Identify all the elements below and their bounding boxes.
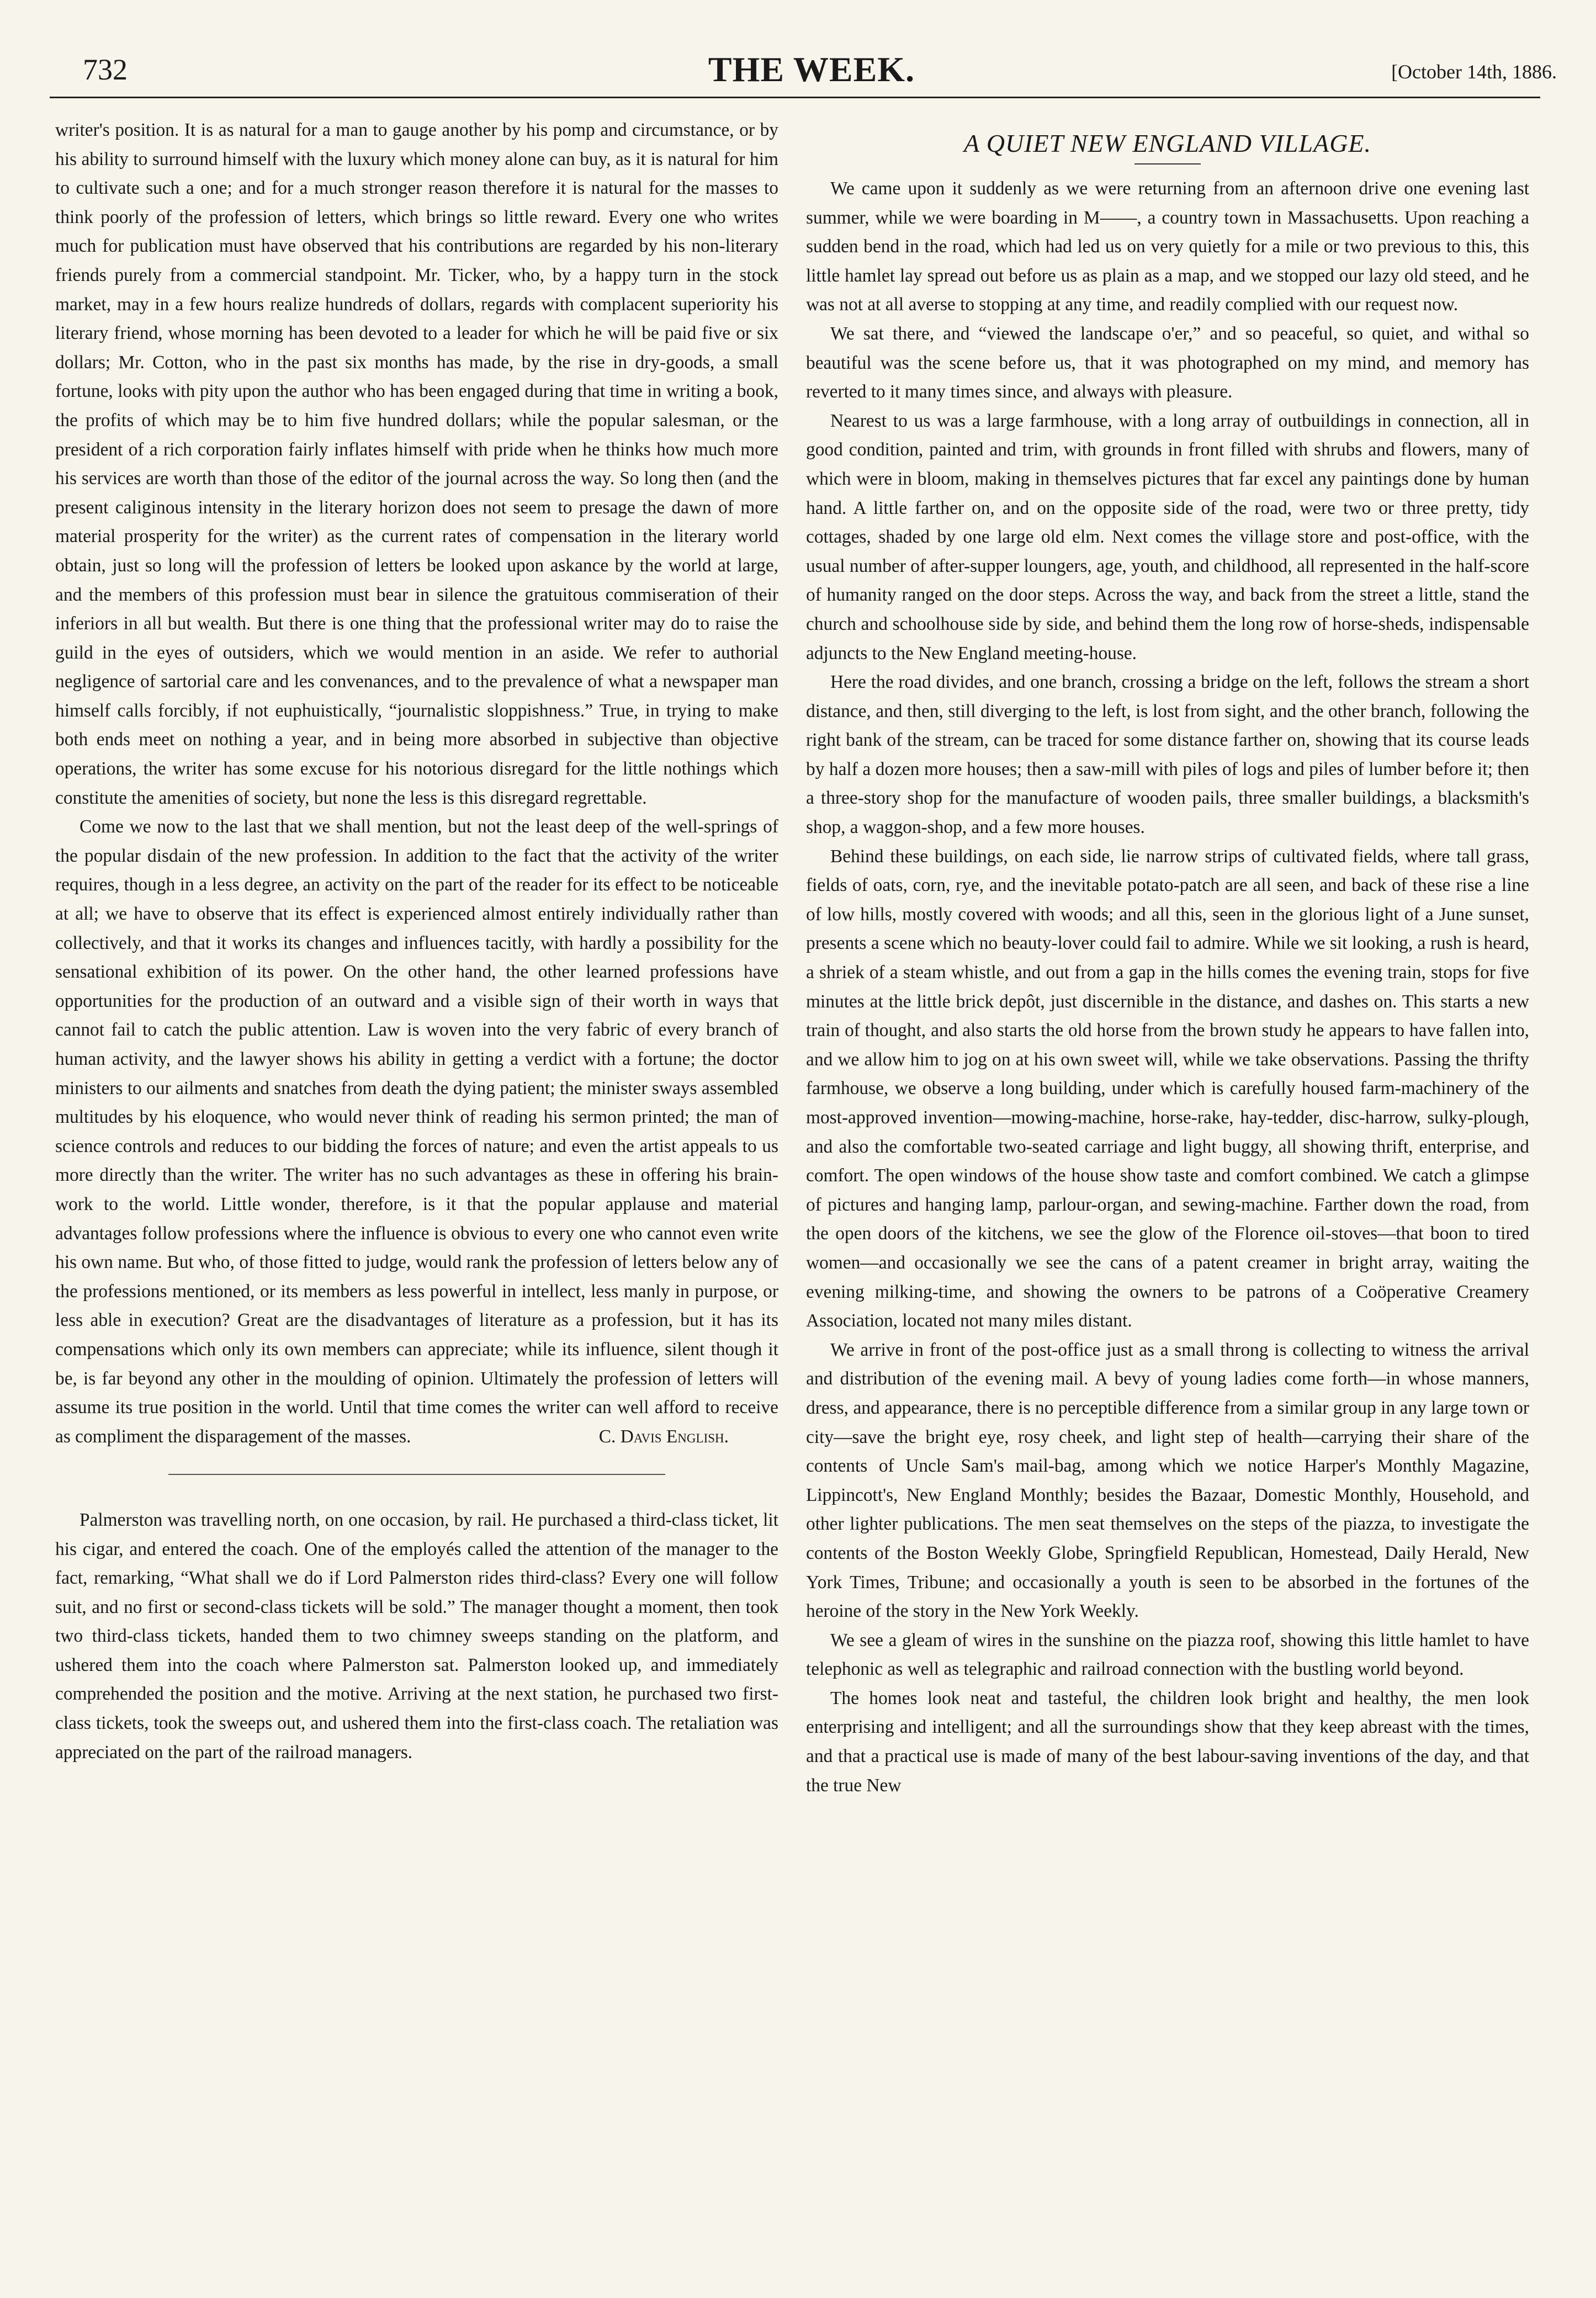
title-rule bbox=[1134, 163, 1201, 164]
article-paragraph: We see a gleam of wires in the sunshine on the piazza roof, showing this little hamlet to have telephonic as well as telegraphic and railroad connection with the bustling world beyond. bbox=[806, 1630, 1529, 1680]
article-separator bbox=[168, 1474, 665, 1475]
header-rule bbox=[50, 97, 1540, 98]
article-title: A QUIET NEW ENGLAND VILLAGE. bbox=[963, 129, 1372, 157]
masthead: THE WEEK. bbox=[708, 50, 915, 89]
article-paragraph: Here the road divides, and one branch, crossing a bridge on the left, follows the stream a short distance, and then, still diverging to the left, is lost from sight, and the other branch, following the right bank of the stream, can be traced for some distance farther on, showing that its course leads by half a dozen more houses; then a saw-mill with piles of logs and piles of lumber before it; then a three-story shop for the manufacture of wooden pails, three smaller buildings, a blacksmith's shop, a waggon-shop, and a few more houses. bbox=[806, 672, 1529, 838]
anecdote-paragraph: Palmerston was travelling north, on one occasion, by rail. He purchased a third-class ticket, lit his cigar, and entered the coach. One of the employés called the attention of the manager to the fact, remarking, “What shall we do if Lord Palmerston rides third-class? Every one will follow suit, and no first or second-class tickets will be sold.” The manager thought a moment, then took two third-class tickets, handed them to two chimney sweeps standing on the platform, and ushered them into the coach where Palmerston sat. Palmerston looked up, and immediately comprehended the position and the motive. Arriving at the next station, he purchased two first-class tickets, took the sweeps out, and ushered them into the first-class coach. The retaliation was appreciated on the part of the railroad managers. bbox=[55, 1509, 778, 1763]
issue-date: [October 14th, 1886. bbox=[1391, 61, 1557, 83]
right-column bbox=[806, 116, 1529, 1800]
essay-paragraph: writer's position. It is as natural for a man to gauge another by his pomp and circumstance, or by his ability to surround himself with the luxury which money alone can buy, as it is natural for him to cultivate such a one; and for a much stronger reason therefore it is natural for the masses to think poorly of the profession of letters, which brings so little reward. Every one who writes much for publication must have observed that his contributions are regarded by his non-literary friends purely from a commercial standpoint. Mr. Ticker, who, by a happy turn in the stock market, may in a few hours realize hundreds of dollars, regards with complacent superiority his literary friend, whose morning has been devoted to a leader for which he will be paid five or six dollars; Mr. Cotton, who in the past six months has made, by the rise in dry-goods, a small fortune, looks with pity upon the author who has been engaged during that time in writing a book, the profits of which may be to him five hundred dollars; while the popular salesman, or the president of a rich corporation fairly inflates himself with pride when he thinks how much more his services are worth than those of the editor of the journal across the way. So long then (and the present caliginous intensity in the literary horizon does not seem to presage the dawn of more material prosperity for the writer) as the current rates of compensation in the literary world obtain, just so long will the profession of letters be looked upon askance by the world at large, and the members of this profession must bear in silence the gratuitous commiseration of their inferiors in all but wealth. But there is one thing that the professional writer may do to raise the guild in the eyes of outsiders, which we would mention in an aside. We refer to authorial negligence of sartorial care and les convenances, and to the prevalence of what a newspaper man himself calls forcibly, if not euphuistically, “journalistic sloppishness.” True, in trying to make both ends meet on nothing a year, and in being more absorbed in subjective than objective operations, the writer has some excuse for his notorious disregard for the little nothings which constitute the amenities of society, but none the less is this disregard regrettable. bbox=[55, 120, 778, 808]
article-paragraph: Behind these buildings, on each side, lie narrow strips of cultivated fields, where tall grass, fields of oats, corn, rye, and the inevitable potato-patch are all seen, and back of these rise a line of low hills, mostly covered with woods; and all this, seen in the glorious light of a June sunset, presents a scene which no beauty-lover could fail to admire. While we sit looking, a rush is heard, a shriek of a steam whistle, and out from a gap in the hills comes the evening train, stops for five minutes at the little brick depôt, just discernible in the distance, and dashes on. This starts a new train of thought, and also starts the old horse from the brown study he appears to have fallen into, and we allow him to jog on at his own sweet will, while we take observations. Passing the thrifty farmhouse, we observe a long building, under which is carefully housed farm-machinery of the most-approved invention—mowing-machine, horse-rake, hay-tedder, disc-harrow, sulky-plough, and also the comfortable two-seated carriage and light buggy, all showing thrift, enterprise, and comfort. The open windows of the house show taste and comfort combined. We catch a glimpse of pictures and hanging lamp, parlour-organ, and sewing-machine. Farther down the road, from the open doors of the kitchens, we see the glow of the Florence oil-stoves—that boon to tired women—and occasionally we see the cans of a patent creamer in bright array, waiting the evening milking-time, and showing the owners to be patrons of a Coöperative Creamery Association, located not many miles distant. bbox=[806, 846, 1529, 1331]
article-paragraph: The homes look neat and tasteful, the children look bright and healthy, the men look enterprising and intelligent; and all the surroundings show that they keep abreast with the times, and that a practical use is made of many of the best labour-saving inventions of the day, and that the true New bbox=[806, 1687, 1529, 1796]
page-number: 732 bbox=[83, 53, 128, 86]
left-column bbox=[55, 116, 778, 1767]
page-header bbox=[44, 52, 1579, 102]
article-paragraph: We arrive in front of the post-office just as a small throng is collecting to witness the arrival and distribution of the evening mail. A bevy of young ladies come forth—in whose manners, dress, and appearance, there is no perceptible difference from a similar group in any large town or city—save the bright eye, rosy cheek, and light step of health—carrying their share of the contents of Uncle Sam's mail-bag, among which we notice Harper's Monthly Magazine, Lippincott's, New England Monthly; besides the Bazaar, Domestic Monthly, Household, and other lighter publications. The men seat themselves on the steps of the piazza, to investigate the contents of the Boston Weekly Globe, Springfield Republican, Homestead, Daily Herald, New York Times, Tribune; and occasionally a youth is seen to be absorbed in the fortunes of the heroine of the story in the New York Weekly. bbox=[806, 1339, 1529, 1622]
essay-paragraph: Come we now to the last that we shall mention, but not the least deep of the well-springs of the popular disdain of the new profession. In addition to the fact that the activity of the writer requires, though in a less degree, an activity on the part of the reader for its effect to be noticeable at all; we have to observe that its effect is experienced almost entirely individually rather than collectively, and that it works its changes and influences tacitly, with hardly a possibility for the sensational exhibition of its power. On the other hand, the other learned professions have opportunities for the production of an outward and a visible sign of their worth in ways that cannot fail to catch the public attention. Law is woven into the very fabric of every branch of human activity, and the lawyer shows his ability in getting a verdict with a fortune; the doctor ministers to our ailments and snatches from death the dying patient; the minister sways assembled multitudes by his eloquence, who would never think of reading his sermon printed; the man of science controls and reduces to our bidding the forces of nature; and even the artist appeals to us more directly than the writer. The writer has no such advantages as these in offering his brain-work to the world. Little wonder, therefore, is it that the popular applause and material advantages follow professions where the influence is obvious to every one who cannot even write his own name. But who, of those fitted to judge, would rank the profession of letters below any of the professions mentioned, or its members as less powerful in intellect, less manly in purpose, or less able in execution? Great are the disadvantages of literature as a profession, but it has its compensations which only its own members can appreciate; while its influence, silent though it be, is far beyond any other in the moulding of opinion. Ultimately the profession of letters will assume its true position in the world. Until that time comes the writer can well afford to receive as compliment the disparagement of the masses. bbox=[55, 816, 778, 1447]
article-paragraph: We sat there, and “viewed the landscape o'er,” and so peaceful, so quiet, and withal so beautiful was the scene before us, that it was photographed on my mind, and memory has reverted to it many times since, and always with pleasure. bbox=[806, 323, 1529, 402]
article-paragraph: We came upon it suddenly as we were returning from an afternoon drive one evening last summer, while we were boarding in M——, a country town in Massachusetts. Upon reaching a sudden bend in the road, which had led us on very quietly for a mile or two previous to this, this little hamlet lay spread out before us as plain as a map, and we stopped our lazy old steed, and he was not at all averse to stopping at any time, and readily complied with our request now. bbox=[806, 178, 1529, 315]
essay-signature: C. Davis English. bbox=[598, 1426, 729, 1447]
article-paragraph: Nearest to us was a large farmhouse, with a long array of outbuildings in connection, all in good condition, painted and trim, with grounds in front filled with shrubs and flowers, many of which were in bloom, making in themselves pictures that far excel any paintings done by human hand. A little farther on, and on the opposite side of the road, were two or three pretty, tidy cottages, shaded by one large old elm. Next comes the village store and post-office, with the usual number of after-supper loungers, age, youth, and childhood, all represented in the half-score of humanity ranged on the door steps. Across the way, and back from the street a little, stand the church and schoolhouse side by side, and behind them the long row of horse-sheds, indispensable adjuncts to the New England meeting-house. bbox=[806, 410, 1529, 664]
